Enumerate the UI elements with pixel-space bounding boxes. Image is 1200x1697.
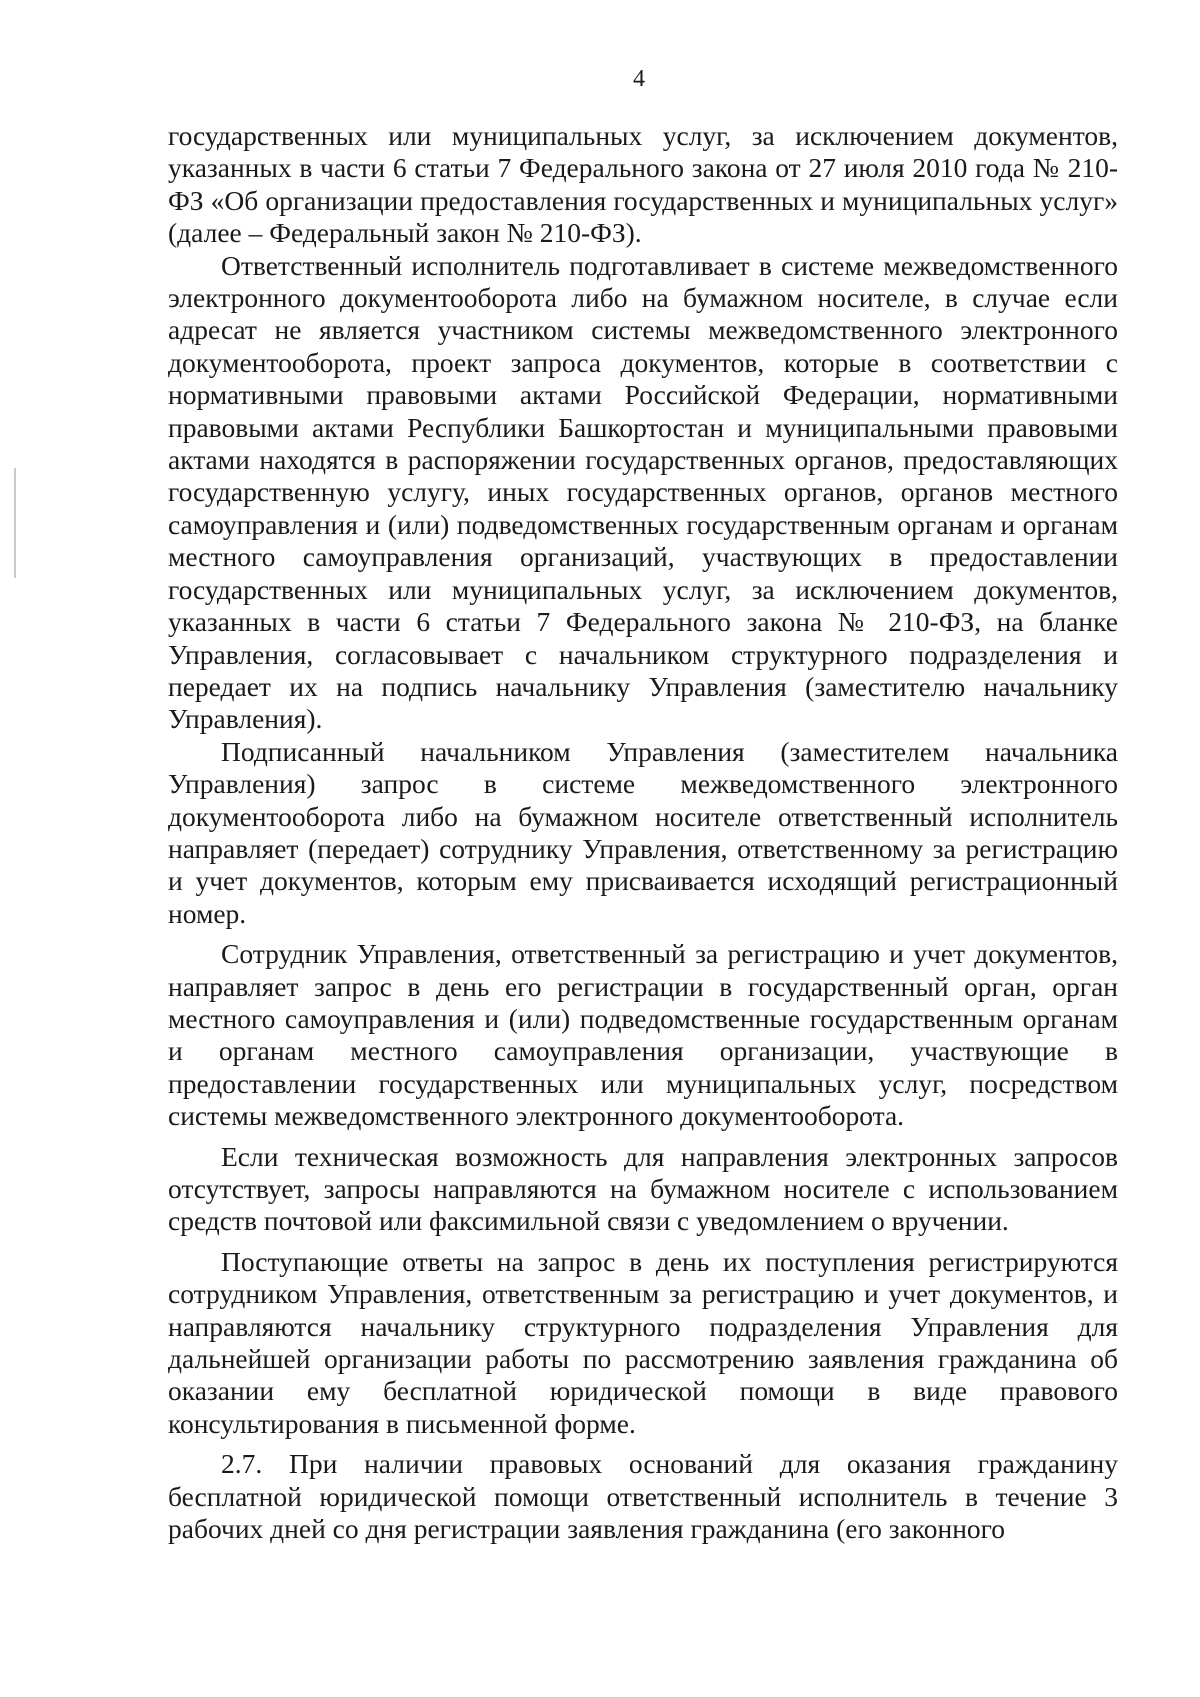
paragraph-responsible-executor: Ответственный исполнитель подготавливает в системе межведомственного электронного документооборота либо на бумажном носителе, в случае если адресат не является участником системы межведомственного электронного документооборота, проект запроса документов, которые в соответствии с нормативными правовыми актами Российской Федерации, нормативными правовыми актами Республики Башкортостан и муниципальными правовыми актами находятся в распоряжении государственных органов, предоставляющих государственную услугу, иных государственных органов, органов местного самоуправления и (или) подведомственных государственным органам и органам местного самоуправления организаций, участвующих в предоставлении государственных или муниципальных услуг, за исключением документов, указанных в части 6 статьи 7 Федерального закона № 210-ФЗ, на бланке Управления, согласовывает с начальником структурного подразделения и передает их на подпись начальнику Управления (заместителю начальнику Управления). bbox=[168, 249, 1118, 735]
paragraph-employee-sends-request: Сотрудник Управления, ответственный за регистрацию и учет документов, направляет запрос в день его регистрации в государственный орган, орган местного самоуправления и (или) подведомственные государственным органам и органам местного самоуправления организации, участвующие в предоставлении государственных или муниципальных услуг, посредством системы межведомственного электронного документооборота. bbox=[168, 938, 1118, 1132]
paragraph-incoming-responses: Поступающие ответы на запрос в день их поступления регистрируются сотрудником Управления, ответственным за регистрацию и учет документов, и направляются начальнику структурного подразделения Управления для дальнейшей организации работы по рассмотрению заявления гражданина об оказании ему бесплатной юридической помощи в виде правового консультирования в письменной форме. bbox=[168, 1245, 1118, 1439]
scan-artifact bbox=[14, 468, 16, 578]
paragraph-signed-request: Подписанный начальником Управления (заместителем начальника Управления) запрос в системе межведомственного электронного документооборота либо на бумажном носителе ответственный исполнитель направляет (передает) сотруднику Управления, ответственному за регистрацию и учет документов, которым ему присваивается исходящий регистрационный номер. bbox=[168, 735, 1118, 929]
page-number: 4 bbox=[633, 66, 645, 92]
paragraph-continuation: государственных или муниципальных услуг, за исключением документов, указанных в части 6 статьи 7 Федерального закона от 27 июля 2010 года № 210-ФЗ «Об организации предоставления государственных и муниципальных услуг» (далее – Федеральный закон № 210-ФЗ). bbox=[168, 120, 1118, 249]
document-body bbox=[168, 120, 1118, 1545]
paragraph-section-2-7: 2.7. При наличии правовых оснований для оказания гражданину бесплатной юридической помощи ответственный исполнитель в течение 3 рабочих дней со дня регистрации заявления гражданина (его законного bbox=[168, 1448, 1118, 1545]
paragraph-no-technical-possibility: Если техническая возможность для направления электронных запросов отсутствует, запросы направляются на бумажном носителе с использованием средств почтовой или факсимильной связи с уведомлением о вручении. bbox=[168, 1140, 1118, 1237]
